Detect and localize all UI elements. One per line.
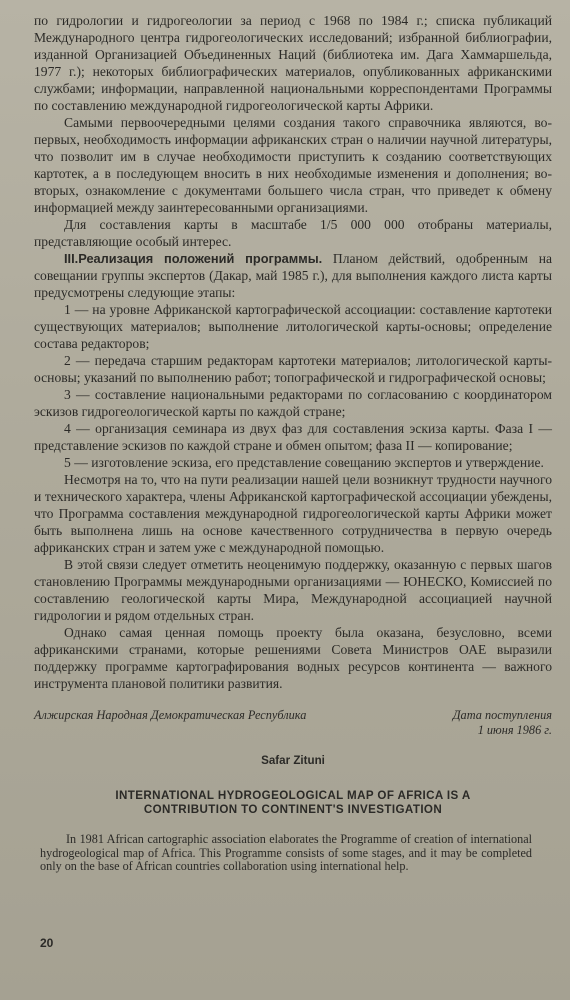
paragraph: Несмотря на то, что на пути реализации нашей цели возникнут трудности научного и технического характера, члены Африканской картографической ассоциации убеждены, что Программа составления международной гидрогеологической карты Африки может быть выполнена лишь на основе качественного сотрудничества в первую очередь африканских стран и затем уже с международной помощью. — [34, 472, 552, 555]
stage-item: 4 — организация семинара из двух фаз для составления эскиза карты. Фаза I — представление эскизов по каждой стране и обмен опытом; фаза II — копирование; — [34, 421, 552, 453]
section-intro: Планом действий, одобренным на совещании группы экспертов (Дакар, май 1985 г.), для выполнения каждого листа карты предусмотрены следующие этапы: — [34, 251, 553, 300]
text-column — [34, 12, 552, 874]
paragraph: В этой связи следует отметить неоценимую поддержку, оказанную с первых шагов становлению Программы международными организациями — ЮНЕСКО, Комиссией по составлению геологической карты Мира, Международной ассоциацией научной гидрологии и рядом отдельных стран. — [34, 557, 552, 623]
paragraph: Самыми первоочередными целями создания такого справочника являются, во-первых, необходимость информации африканских стран о наличии научной литературы, что позволит им в случае необходимости приступить к созданию соответствующих картотек, а в последующем вносить в них необходимые изменения и дополнения; во-вторых, ознакомление с документами большего числа стран, что приведет к обмену информацией между заинтересованными организациями. — [34, 115, 552, 215]
article-meta — [34, 708, 552, 738]
paragraph: по гидрологии и гидрогеологии за период с 1968 по 1984 г.; списка публикаций Международного центра гидрогеологических исследований; избранной библиографии, изданной Организацией Объединенных Наций (библиотека им. Дага Хаммаршельда, 1977 г.); некоторых библиографических материалов, опубликованных африканскими службами; информации, направленной национальными корреспондентами Программы по составлению международной гидрогеологической карты Африки. — [34, 13, 552, 113]
paragraph: Однако самая ценная помощь проекту была оказана, безусловно, всеми африканскими странами, которые решениями Совета Министров ОАЕ выразили поддержку программе картографирования водных ресурсов континента — важного инструмента плановой политики развития. — [34, 625, 552, 691]
stage-item: 5 — изготовление эскиза, его представление совещанию экспертов и утверждение. — [64, 455, 544, 470]
affiliation: Алжирская Народная Демократическая Республика — [34, 708, 307, 722]
page-number: 20 — [40, 936, 54, 950]
section-heading: III.Реализация положений программы. — [64, 251, 323, 266]
stage-item: 2 — передача старшим редакторам картотеки материалов; литологической карты-основы; указаний по выполнению работ; топографической и гидрографической основы; — [34, 353, 552, 385]
received-date — [453, 708, 552, 738]
english-abstract: In 1981 African cartographic association elaborates the Programme of creation of international hydrogeological map of Africa. This Programme consists of some stages, and it may be completed only on the base of African countries collaboration using international help. — [40, 832, 532, 873]
paragraph: Для составления карты в масштабе 1/5 000 000 отобраны материалы, представляющие особый интерес. — [34, 217, 552, 249]
author-name: Safar Zituni — [261, 754, 325, 767]
stage-item: 1 — на уровне Африканской картографической ассоциации: составление картотеки существующих материалов; выполнение литологической карты-основы; определение состава редакторов; — [34, 302, 552, 351]
received-date-value: 1 июня 1986 г. — [477, 723, 552, 737]
stage-item: 3 — составление национальными редакторами по согласованию с координатором эскизов гидрогеологической карты по каждой стране; — [34, 387, 552, 419]
section-paragraph — [34, 250, 552, 301]
received-date-label: Дата поступления — [452, 708, 552, 722]
english-title: INTERNATIONAL HYDROGEOLOGICAL MAP OF AFRICA IS A CONTRIBUTION TO CONTINENT'S INVESTIGATION — [115, 789, 471, 816]
